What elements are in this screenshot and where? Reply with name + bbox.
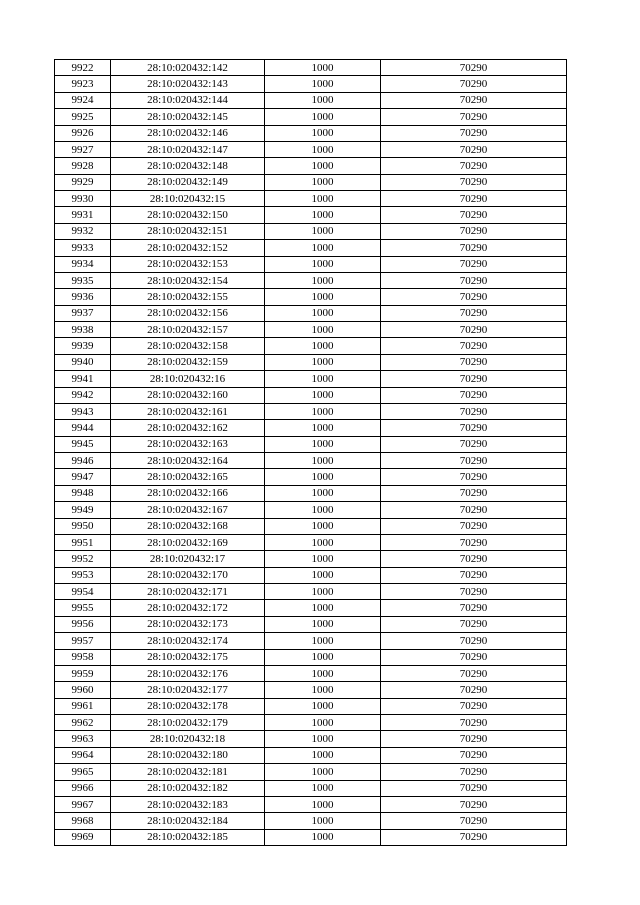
cadastral-number-cell: 28:10:020432:167	[111, 502, 265, 518]
cadastral-number-cell: 28:10:020432:156	[111, 305, 265, 321]
table-row	[55, 191, 567, 207]
cadastral-number-cell: 28:10:020432:150	[111, 207, 265, 223]
value-cell: 70290	[381, 829, 567, 845]
table-row	[55, 534, 567, 550]
row-number-cell: 9958	[55, 649, 111, 665]
row-number-cell: 9941	[55, 371, 111, 387]
value-cell: 70290	[381, 764, 567, 780]
cadastral-number-cell: 28:10:020432:171	[111, 584, 265, 600]
table-row	[55, 453, 567, 469]
value-cell: 70290	[381, 796, 567, 812]
cadastral-number-cell: 28:10:020432:173	[111, 616, 265, 632]
value-cell: 70290	[381, 371, 567, 387]
row-number-cell: 9931	[55, 207, 111, 223]
table-row	[55, 207, 567, 223]
area-cell: 1000	[265, 469, 381, 485]
area-cell: 1000	[265, 796, 381, 812]
area-cell: 1000	[265, 60, 381, 76]
area-cell: 1000	[265, 485, 381, 501]
area-cell: 1000	[265, 354, 381, 370]
value-cell: 70290	[381, 174, 567, 190]
value-cell: 70290	[381, 305, 567, 321]
table-row	[55, 371, 567, 387]
area-cell: 1000	[265, 731, 381, 747]
cadastral-number-cell: 28:10:020432:149	[111, 174, 265, 190]
table-row	[55, 796, 567, 812]
table-row	[55, 60, 567, 76]
area-cell: 1000	[265, 813, 381, 829]
row-number-cell: 9954	[55, 584, 111, 600]
cadastral-number-cell: 28:10:020432:184	[111, 813, 265, 829]
table-row	[55, 240, 567, 256]
area-cell: 1000	[265, 780, 381, 796]
cadastral-number-cell: 28:10:020432:145	[111, 109, 265, 125]
area-cell: 1000	[265, 420, 381, 436]
area-cell: 1000	[265, 764, 381, 780]
cadastral-number-cell: 28:10:020432:179	[111, 715, 265, 731]
row-number-cell: 9955	[55, 600, 111, 616]
area-cell: 1000	[265, 600, 381, 616]
row-number-cell: 9961	[55, 698, 111, 714]
area-cell: 1000	[265, 518, 381, 534]
value-cell: 70290	[381, 125, 567, 141]
row-number-cell: 9949	[55, 502, 111, 518]
value-cell: 70290	[381, 715, 567, 731]
area-cell: 1000	[265, 338, 381, 354]
area-cell: 1000	[265, 436, 381, 452]
value-cell: 70290	[381, 780, 567, 796]
cadastral-number-cell: 28:10:020432:180	[111, 747, 265, 763]
area-cell: 1000	[265, 453, 381, 469]
cadastral-number-cell: 28:10:020432:160	[111, 387, 265, 403]
row-number-cell: 9925	[55, 109, 111, 125]
value-cell: 70290	[381, 485, 567, 501]
table-row	[55, 829, 567, 845]
value-cell: 70290	[381, 256, 567, 272]
value-cell: 70290	[381, 600, 567, 616]
area-cell: 1000	[265, 223, 381, 239]
area-cell: 1000	[265, 715, 381, 731]
cadastral-number-cell: 28:10:020432:170	[111, 567, 265, 583]
table-row	[55, 518, 567, 534]
value-cell: 70290	[381, 223, 567, 239]
value-cell: 70290	[381, 60, 567, 76]
table-row	[55, 649, 567, 665]
table-row	[55, 747, 567, 763]
value-cell: 70290	[381, 567, 567, 583]
row-number-cell: 9945	[55, 436, 111, 452]
table-row	[55, 158, 567, 174]
row-number-cell: 9927	[55, 141, 111, 157]
area-cell: 1000	[265, 502, 381, 518]
area-cell: 1000	[265, 158, 381, 174]
cadastral-number-cell: 28:10:020432:157	[111, 322, 265, 338]
table-row	[55, 715, 567, 731]
area-cell: 1000	[265, 289, 381, 305]
cadastral-number-cell: 28:10:020432:163	[111, 436, 265, 452]
row-number-cell: 9959	[55, 665, 111, 681]
row-number-cell: 9933	[55, 240, 111, 256]
value-cell: 70290	[381, 76, 567, 92]
table-row	[55, 125, 567, 141]
value-cell: 70290	[381, 649, 567, 665]
row-number-cell: 9951	[55, 534, 111, 550]
row-number-cell: 9930	[55, 191, 111, 207]
row-number-cell: 9937	[55, 305, 111, 321]
table-row	[55, 567, 567, 583]
table-row	[55, 354, 567, 370]
cadastral-number-cell: 28:10:020432:172	[111, 600, 265, 616]
table-row	[55, 109, 567, 125]
row-number-cell: 9934	[55, 256, 111, 272]
table-row	[55, 403, 567, 419]
area-cell: 1000	[265, 141, 381, 157]
cadastral-number-cell: 28:10:020432:166	[111, 485, 265, 501]
table-row	[55, 813, 567, 829]
area-cell: 1000	[265, 534, 381, 550]
row-number-cell: 9922	[55, 60, 111, 76]
table-row	[55, 682, 567, 698]
value-cell: 70290	[381, 387, 567, 403]
table-row	[55, 174, 567, 190]
cadastral-number-cell: 28:10:020432:153	[111, 256, 265, 272]
table-row	[55, 485, 567, 501]
cadastral-number-cell: 28:10:020432:174	[111, 633, 265, 649]
area-cell: 1000	[265, 240, 381, 256]
table-row	[55, 338, 567, 354]
value-cell: 70290	[381, 403, 567, 419]
value-cell: 70290	[381, 338, 567, 354]
cadastral-number-cell: 28:10:020432:154	[111, 272, 265, 288]
value-cell: 70290	[381, 158, 567, 174]
row-number-cell: 9963	[55, 731, 111, 747]
cadastral-number-cell: 28:10:020432:182	[111, 780, 265, 796]
area-cell: 1000	[265, 76, 381, 92]
row-number-cell: 9943	[55, 403, 111, 419]
row-number-cell: 9950	[55, 518, 111, 534]
table-row	[55, 76, 567, 92]
row-number-cell: 9928	[55, 158, 111, 174]
cadastral-number-cell: 28:10:020432:181	[111, 764, 265, 780]
table-row	[55, 698, 567, 714]
cadastral-number-cell: 28:10:020432:159	[111, 354, 265, 370]
cadastral-number-cell: 28:10:020432:15	[111, 191, 265, 207]
row-number-cell: 9936	[55, 289, 111, 305]
value-cell: 70290	[381, 420, 567, 436]
table-row	[55, 289, 567, 305]
cadastral-number-cell: 28:10:020432:168	[111, 518, 265, 534]
area-cell: 1000	[265, 92, 381, 108]
area-cell: 1000	[265, 174, 381, 190]
row-number-cell: 9952	[55, 551, 111, 567]
cadastral-number-cell: 28:10:020432:143	[111, 76, 265, 92]
cadastral-number-cell: 28:10:020432:151	[111, 223, 265, 239]
value-cell: 70290	[381, 207, 567, 223]
area-cell: 1000	[265, 191, 381, 207]
value-cell: 70290	[381, 191, 567, 207]
table-row	[55, 469, 567, 485]
area-cell: 1000	[265, 256, 381, 272]
cadastral-number-cell: 28:10:020432:185	[111, 829, 265, 845]
cadastral-number-cell: 28:10:020432:183	[111, 796, 265, 812]
value-cell: 70290	[381, 698, 567, 714]
row-number-cell: 9948	[55, 485, 111, 501]
value-cell: 70290	[381, 616, 567, 632]
area-cell: 1000	[265, 371, 381, 387]
cadastral-number-cell: 28:10:020432:144	[111, 92, 265, 108]
row-number-cell: 9938	[55, 322, 111, 338]
table-row	[55, 223, 567, 239]
value-cell: 70290	[381, 584, 567, 600]
value-cell: 70290	[381, 354, 567, 370]
value-cell: 70290	[381, 453, 567, 469]
row-number-cell: 9924	[55, 92, 111, 108]
cadastral-number-cell: 28:10:020432:147	[111, 141, 265, 157]
row-number-cell: 9957	[55, 633, 111, 649]
table-row	[55, 502, 567, 518]
row-number-cell: 9923	[55, 76, 111, 92]
area-cell: 1000	[265, 616, 381, 632]
table-row	[55, 584, 567, 600]
table-row	[55, 272, 567, 288]
table-row	[55, 92, 567, 108]
row-number-cell: 9944	[55, 420, 111, 436]
cadastral-number-cell: 28:10:020432:177	[111, 682, 265, 698]
area-cell: 1000	[265, 829, 381, 845]
cadastral-number-cell: 28:10:020432:175	[111, 649, 265, 665]
cadastral-number-cell: 28:10:020432:148	[111, 158, 265, 174]
table-row	[55, 764, 567, 780]
row-number-cell: 9929	[55, 174, 111, 190]
table-row	[55, 436, 567, 452]
area-cell: 1000	[265, 125, 381, 141]
row-number-cell: 9926	[55, 125, 111, 141]
table-row	[55, 616, 567, 632]
row-number-cell: 9964	[55, 747, 111, 763]
table-row	[55, 322, 567, 338]
row-number-cell: 9946	[55, 453, 111, 469]
cadastral-number-cell: 28:10:020432:18	[111, 731, 265, 747]
value-cell: 70290	[381, 633, 567, 649]
area-cell: 1000	[265, 322, 381, 338]
table-body	[55, 60, 567, 846]
table-row	[55, 780, 567, 796]
value-cell: 70290	[381, 289, 567, 305]
value-cell: 70290	[381, 665, 567, 681]
area-cell: 1000	[265, 567, 381, 583]
area-cell: 1000	[265, 747, 381, 763]
area-cell: 1000	[265, 272, 381, 288]
area-cell: 1000	[265, 665, 381, 681]
cadastral-number-cell: 28:10:020432:155	[111, 289, 265, 305]
row-number-cell: 9942	[55, 387, 111, 403]
cadastral-number-cell: 28:10:020432:164	[111, 453, 265, 469]
row-number-cell: 9953	[55, 567, 111, 583]
row-number-cell: 9932	[55, 223, 111, 239]
table-row	[55, 305, 567, 321]
value-cell: 70290	[381, 534, 567, 550]
value-cell: 70290	[381, 731, 567, 747]
cadastral-number-cell: 28:10:020432:178	[111, 698, 265, 714]
table-row	[55, 551, 567, 567]
value-cell: 70290	[381, 436, 567, 452]
cadastral-number-cell: 28:10:020432:142	[111, 60, 265, 76]
area-cell: 1000	[265, 305, 381, 321]
table-row	[55, 665, 567, 681]
value-cell: 70290	[381, 469, 567, 485]
cadastral-number-cell: 28:10:020432:169	[111, 534, 265, 550]
area-cell: 1000	[265, 551, 381, 567]
cadastral-number-cell: 28:10:020432:165	[111, 469, 265, 485]
table-row	[55, 141, 567, 157]
row-number-cell: 9960	[55, 682, 111, 698]
cadastral-number-cell: 28:10:020432:176	[111, 665, 265, 681]
row-number-cell: 9969	[55, 829, 111, 845]
value-cell: 70290	[381, 272, 567, 288]
row-number-cell: 9967	[55, 796, 111, 812]
value-cell: 70290	[381, 109, 567, 125]
table-row	[55, 633, 567, 649]
value-cell: 70290	[381, 551, 567, 567]
row-number-cell: 9962	[55, 715, 111, 731]
row-number-cell: 9966	[55, 780, 111, 796]
value-cell: 70290	[381, 92, 567, 108]
cadastral-number-cell: 28:10:020432:162	[111, 420, 265, 436]
value-cell: 70290	[381, 322, 567, 338]
table-row	[55, 256, 567, 272]
row-number-cell: 9947	[55, 469, 111, 485]
row-number-cell: 9939	[55, 338, 111, 354]
row-number-cell: 9965	[55, 764, 111, 780]
value-cell: 70290	[381, 813, 567, 829]
table-row	[55, 731, 567, 747]
area-cell: 1000	[265, 387, 381, 403]
cadastral-number-cell: 28:10:020432:17	[111, 551, 265, 567]
cadastral-number-cell: 28:10:020432:152	[111, 240, 265, 256]
cadastral-number-cell: 28:10:020432:158	[111, 338, 265, 354]
value-cell: 70290	[381, 518, 567, 534]
area-cell: 1000	[265, 633, 381, 649]
cadastral-number-cell: 28:10:020432:146	[111, 125, 265, 141]
table-row	[55, 600, 567, 616]
area-cell: 1000	[265, 403, 381, 419]
area-cell: 1000	[265, 207, 381, 223]
area-cell: 1000	[265, 109, 381, 125]
row-number-cell: 9940	[55, 354, 111, 370]
row-number-cell: 9956	[55, 616, 111, 632]
table-row	[55, 387, 567, 403]
value-cell: 70290	[381, 682, 567, 698]
row-number-cell: 9968	[55, 813, 111, 829]
cadastral-number-cell: 28:10:020432:161	[111, 403, 265, 419]
data-table	[54, 59, 567, 846]
cadastral-number-cell: 28:10:020432:16	[111, 371, 265, 387]
table-row	[55, 420, 567, 436]
value-cell: 70290	[381, 502, 567, 518]
area-cell: 1000	[265, 698, 381, 714]
area-cell: 1000	[265, 682, 381, 698]
value-cell: 70290	[381, 747, 567, 763]
area-cell: 1000	[265, 584, 381, 600]
row-number-cell: 9935	[55, 272, 111, 288]
value-cell: 70290	[381, 141, 567, 157]
value-cell: 70290	[381, 240, 567, 256]
area-cell: 1000	[265, 649, 381, 665]
